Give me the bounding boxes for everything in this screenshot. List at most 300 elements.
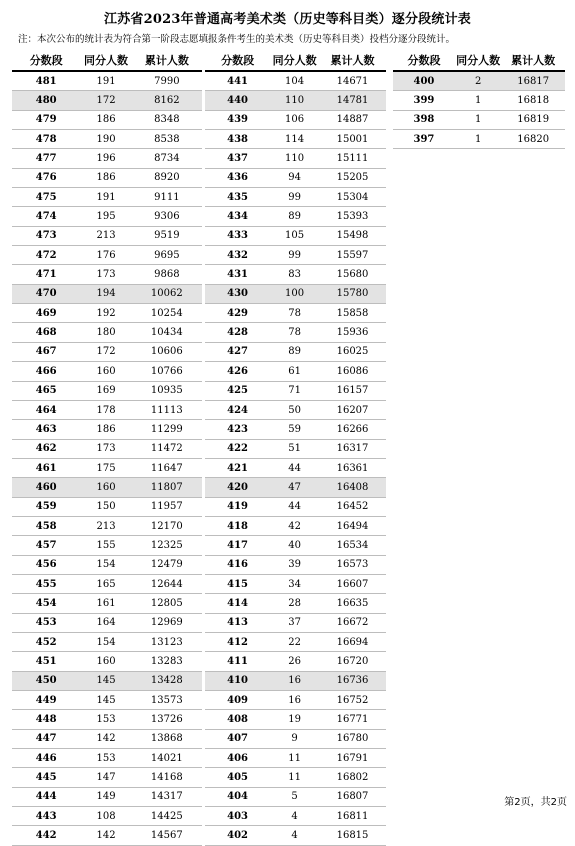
table-row: [12, 768, 202, 787]
table-row: [205, 826, 386, 845]
same-score-count-cell: 104: [285, 75, 305, 87]
table-row: [12, 672, 202, 691]
cumulative-count-cell: 15780: [336, 288, 369, 300]
header-score: 分数段: [29, 54, 63, 67]
score-cell: 425: [227, 385, 249, 397]
table-row: [205, 691, 386, 710]
score-cell: 405: [227, 772, 249, 784]
cumulative-count-cell: 14021: [150, 752, 183, 764]
same-score-count-cell: 28: [288, 597, 301, 609]
table-row: [12, 575, 202, 594]
cumulative-count-cell: 10434: [150, 327, 183, 339]
cumulative-count-cell: 13428: [150, 675, 183, 687]
same-score-count-cell: 71: [288, 385, 301, 397]
cumulative-count-cell: 14781: [336, 95, 369, 107]
score-cell: 460: [35, 481, 57, 493]
score-table-2: [205, 50, 386, 846]
cumulative-count-cell: 15001: [336, 133, 369, 145]
same-score-count-cell: 34: [288, 578, 301, 590]
cumulative-count-cell: 15498: [336, 230, 369, 242]
score-cell: 457: [35, 539, 57, 551]
score-cell: 436: [227, 172, 249, 184]
score-cell: 466: [35, 365, 57, 377]
same-score-count-cell: 99: [288, 191, 301, 203]
score-cell: 433: [227, 230, 249, 242]
score-cell: 439: [227, 114, 249, 126]
cumulative-count-cell: 12170: [150, 520, 183, 532]
same-score-count-cell: 173: [96, 443, 116, 455]
cumulative-count-cell: 11472: [150, 443, 183, 455]
table-row: [205, 749, 386, 768]
score-cell: 434: [227, 211, 249, 223]
table-row: [205, 710, 386, 729]
table-row: [205, 111, 386, 130]
cumulative-count-cell: 16408: [336, 481, 369, 493]
cumulative-count-cell: 16361: [336, 462, 369, 474]
cumulative-count-cell: 15111: [336, 153, 369, 165]
same-score-count-cell: 178: [96, 404, 116, 416]
cumulative-count-cell: 10606: [150, 346, 183, 358]
same-score-count-cell: 78: [288, 327, 301, 339]
table-row: [205, 91, 386, 110]
score-cell: 469: [35, 307, 57, 319]
same-score-count-cell: 191: [96, 191, 116, 203]
table-row: [205, 323, 386, 342]
score-cell: 465: [35, 385, 57, 397]
same-score-count-cell: 4: [291, 830, 298, 842]
score-cell: 458: [35, 520, 57, 532]
table-row: [205, 227, 386, 246]
table-row: [12, 72, 202, 91]
score-cell: 475: [35, 191, 57, 203]
score-cell: 415: [227, 578, 249, 590]
score-cell: 459: [35, 501, 57, 513]
cumulative-count-cell: 14887: [336, 114, 369, 126]
same-score-count-cell: 110: [285, 153, 305, 165]
table-row: [12, 401, 202, 420]
score-cell: 418: [227, 520, 249, 532]
score-cell: 409: [227, 694, 249, 706]
cumulative-count-cell: 8162: [154, 95, 180, 107]
cumulative-count-cell: 15858: [336, 307, 369, 319]
score-cell: 423: [227, 423, 249, 435]
table-row: [205, 246, 386, 265]
table-row: [12, 440, 202, 459]
same-score-count-cell: 165: [96, 578, 116, 590]
score-cell: 441: [227, 75, 249, 87]
same-score-count-cell: 100: [285, 288, 305, 300]
cumulative-count-cell: 16819: [517, 114, 550, 126]
cumulative-count-cell: 16607: [336, 578, 369, 590]
score-cell: 442: [35, 830, 57, 842]
cumulative-count-cell: 12325: [150, 539, 183, 551]
table-row: [205, 362, 386, 381]
cumulative-count-cell: 16635: [336, 597, 369, 609]
cumulative-count-cell: 11299: [150, 423, 183, 435]
header-cumulative-count: 累计人数: [330, 54, 375, 67]
same-score-count-cell: 105: [285, 230, 305, 242]
cumulative-count-cell: 10766: [150, 365, 183, 377]
same-score-count-cell: 108: [96, 810, 116, 822]
score-cell: 398: [413, 114, 435, 126]
same-score-count-cell: 61: [288, 365, 301, 377]
cumulative-count-cell: 13868: [150, 733, 183, 745]
table-row: [12, 188, 202, 207]
table-row: [205, 594, 386, 613]
table-row: [12, 343, 202, 362]
score-cell: 470: [35, 288, 57, 300]
same-score-count-cell: 180: [96, 327, 116, 339]
cumulative-count-cell: 13123: [150, 636, 183, 648]
score-cell: 444: [35, 791, 57, 803]
score-cell: 417: [227, 539, 249, 551]
table-row: [393, 91, 565, 110]
table-row: [12, 91, 202, 110]
table-row: [205, 72, 386, 91]
page-title: 江苏省2023年普通高考美术类（历史等科目类）逐分段统计表: [104, 12, 471, 27]
table-row: [205, 614, 386, 633]
cumulative-count-cell: 16736: [336, 675, 369, 687]
same-score-count-cell: 44: [288, 501, 301, 513]
table-row: [12, 459, 202, 478]
cumulative-count-cell: 9306: [154, 211, 180, 223]
table-row: [12, 478, 202, 497]
cumulative-count-cell: 11647: [150, 462, 183, 474]
same-score-count-cell: 1: [474, 114, 482, 126]
same-score-count-cell: 26: [288, 655, 301, 667]
same-score-count-cell: 175: [96, 462, 116, 474]
same-score-count-cell: 194: [96, 288, 116, 300]
same-score-count-cell: 172: [96, 346, 116, 358]
cumulative-count-cell: 15597: [336, 249, 369, 261]
score-cell: 412: [227, 636, 249, 648]
same-score-count-cell: 169: [96, 385, 116, 397]
score-cell: 399: [413, 95, 435, 107]
cumulative-count-cell: 16752: [336, 694, 369, 706]
same-score-count-cell: 150: [96, 501, 116, 513]
score-cell: 453: [35, 617, 57, 629]
score-cell: 448: [35, 714, 57, 726]
table-row: [205, 459, 386, 478]
header-score: 分数段: [221, 54, 255, 67]
cumulative-count-cell: 10062: [150, 288, 183, 300]
cumulative-count-cell: 16780: [336, 733, 369, 745]
cumulative-count-cell: 15936: [336, 327, 369, 339]
cumulative-count-cell: 9695: [154, 249, 180, 261]
same-score-count-cell: 39: [288, 559, 301, 571]
cumulative-count-cell: 16452: [336, 501, 369, 513]
score-cell: 413: [227, 617, 249, 629]
table-row: [205, 265, 386, 284]
cumulative-count-cell: 10935: [150, 385, 183, 397]
same-score-count-cell: 186: [96, 114, 116, 126]
cumulative-count-cell: 16820: [517, 133, 550, 145]
score-cell: 474: [35, 211, 57, 223]
table-row: [12, 207, 202, 226]
score-cell: 449: [35, 694, 57, 706]
table-row: [12, 227, 202, 246]
table-row: [12, 517, 202, 536]
same-score-count-cell: 145: [96, 694, 116, 706]
score-cell: 416: [227, 559, 249, 571]
score-cell: 447: [35, 733, 57, 745]
score-cell: 411: [227, 655, 249, 667]
same-score-count-cell: 89: [288, 211, 301, 223]
cumulative-count-cell: 11807: [150, 481, 183, 493]
cumulative-count-cell: 11113: [150, 404, 183, 416]
score-cell: 404: [227, 791, 249, 803]
same-score-count-cell: 153: [96, 714, 116, 726]
score-cell: 472: [35, 249, 57, 261]
score-cell: 454: [35, 597, 57, 609]
score-cell: 420: [227, 481, 249, 493]
header-same-score-count: 同分人数: [456, 54, 501, 67]
cumulative-count-cell: 16802: [336, 772, 369, 784]
table-row: [12, 807, 202, 826]
cumulative-count-cell: 16811: [336, 810, 369, 822]
score-cell: 471: [35, 269, 57, 281]
cumulative-count-cell: 16157: [336, 385, 369, 397]
same-score-count-cell: 213: [96, 520, 116, 532]
score-cell: 424: [227, 404, 249, 416]
same-score-count-cell: 153: [96, 752, 116, 764]
table-row: [205, 556, 386, 575]
same-score-count-cell: 22: [288, 636, 301, 648]
page-footer: 第2页，共2页: [504, 797, 567, 808]
score-cell: 440: [227, 95, 249, 107]
table-row: [12, 130, 202, 149]
cumulative-count-cell: 12479: [150, 559, 183, 571]
same-score-count-cell: 78: [288, 307, 301, 319]
table-row: [12, 633, 202, 652]
same-score-count-cell: 191: [96, 75, 116, 87]
score-cell: 430: [227, 288, 249, 300]
same-score-count-cell: 42: [288, 520, 301, 532]
same-score-count-cell: 51: [288, 443, 301, 455]
score-cell: 414: [227, 597, 249, 609]
score-cell: 455: [35, 578, 57, 590]
cumulative-count-cell: 13573: [150, 694, 183, 706]
table-row: [205, 807, 386, 826]
header-score: 分数段: [407, 54, 441, 67]
table-row: [12, 826, 202, 845]
table-row: [205, 633, 386, 652]
score-cell: 463: [35, 423, 57, 435]
table-row: [205, 788, 386, 807]
table-row: [205, 498, 386, 517]
score-cell: 403: [227, 810, 249, 822]
table-row: [205, 575, 386, 594]
cumulative-count-cell: 16815: [336, 830, 369, 842]
cumulative-count-cell: 15680: [336, 269, 369, 281]
score-cell: 477: [35, 153, 57, 165]
cumulative-count-cell: 9111: [154, 191, 180, 203]
same-score-count-cell: 99: [288, 249, 301, 261]
same-score-count-cell: 4: [291, 810, 298, 822]
cumulative-count-cell: 15304: [336, 191, 369, 203]
table-row: [393, 130, 565, 149]
same-score-count-cell: 44: [288, 462, 301, 474]
table-row: [12, 265, 202, 284]
cumulative-count-cell: 16791: [336, 752, 369, 764]
score-cell: 443: [35, 810, 57, 822]
same-score-count-cell: 160: [96, 655, 116, 667]
table-row: [12, 749, 202, 768]
same-score-count-cell: 9: [291, 733, 298, 745]
same-score-count-cell: 2: [474, 75, 482, 87]
cumulative-count-cell: 16025: [336, 346, 369, 358]
cumulative-count-cell: 15393: [336, 211, 369, 223]
score-cell: 461: [35, 462, 57, 474]
cumulative-count-cell: 8348: [154, 114, 180, 126]
table-row: [12, 362, 202, 381]
table-row: [205, 420, 386, 439]
table-row: [12, 556, 202, 575]
table-row: [205, 149, 386, 168]
score-cell: 479: [35, 114, 57, 126]
same-score-count-cell: 89: [288, 346, 301, 358]
cumulative-count-cell: 7990: [154, 75, 180, 87]
table-row: [205, 517, 386, 536]
table-row: [12, 710, 202, 729]
table-row: [205, 652, 386, 671]
cumulative-count-cell: 9868: [154, 269, 180, 281]
same-score-count-cell: 37: [288, 617, 301, 629]
table-header: [393, 50, 565, 72]
score-cell: 435: [227, 191, 249, 203]
score-cell: 480: [35, 95, 57, 107]
table-row: [12, 614, 202, 633]
table-header: [12, 50, 202, 72]
same-score-count-cell: 196: [96, 153, 116, 165]
same-score-count-cell: 149: [96, 791, 116, 803]
table-row: [12, 149, 202, 168]
cumulative-count-cell: 15205: [336, 172, 369, 184]
table-row: [205, 478, 386, 497]
same-score-count-cell: 160: [96, 481, 116, 493]
cumulative-count-cell: 16818: [517, 95, 550, 107]
cumulative-count-cell: 16672: [336, 617, 369, 629]
table-row: [12, 169, 202, 188]
score-cell: 481: [35, 75, 57, 87]
same-score-count-cell: 19: [288, 714, 301, 726]
same-score-count-cell: 59: [288, 423, 301, 435]
score-cell: 407: [227, 733, 249, 745]
cumulative-count-cell: 16207: [336, 404, 369, 416]
table-row: [12, 788, 202, 807]
table-row: [205, 188, 386, 207]
score-cell: 400: [413, 75, 435, 87]
same-score-count-cell: 94: [288, 172, 301, 184]
score-cell: 397: [413, 133, 435, 145]
header-same-score-count: 同分人数: [272, 54, 317, 67]
table-row: [205, 382, 386, 401]
table-row: [12, 536, 202, 555]
same-score-count-cell: 16: [288, 694, 301, 706]
score-cell: 478: [35, 133, 57, 145]
cumulative-count-cell: 13726: [150, 714, 183, 726]
header-cumulative-count: 累计人数: [511, 54, 556, 67]
score-cell: 468: [35, 327, 57, 339]
cumulative-count-cell: 13283: [150, 655, 183, 667]
score-cell: 429: [227, 307, 249, 319]
same-score-count-cell: 164: [96, 617, 116, 629]
table-row: [12, 111, 202, 130]
same-score-count-cell: 1: [474, 95, 482, 107]
header-cumulative-count: 累计人数: [144, 54, 189, 67]
table-row: [393, 111, 565, 130]
cumulative-count-cell: 14168: [150, 772, 183, 784]
same-score-count-cell: 11: [288, 752, 301, 764]
cumulative-count-cell: 16694: [336, 636, 369, 648]
score-cell: 467: [35, 346, 57, 358]
table-row: [12, 304, 202, 323]
table-row: [393, 72, 565, 91]
score-cell: 406: [227, 752, 249, 764]
cumulative-count-cell: 14425: [150, 810, 183, 822]
cumulative-count-cell: 12644: [150, 578, 183, 590]
table-row: [205, 730, 386, 749]
same-score-count-cell: 176: [96, 249, 116, 261]
same-score-count-cell: 186: [96, 423, 116, 435]
cumulative-count-cell: 10254: [150, 307, 183, 319]
table-row: [205, 343, 386, 362]
same-score-count-cell: 16: [288, 675, 301, 687]
cumulative-count-cell: 16720: [336, 655, 369, 667]
score-cell: 428: [227, 327, 249, 339]
score-cell: 427: [227, 346, 249, 358]
same-score-count-cell: 190: [96, 133, 116, 145]
same-score-count-cell: 47: [288, 481, 301, 493]
header-same-score-count: 同分人数: [84, 54, 129, 67]
table-row: [12, 246, 202, 265]
table-row: [205, 440, 386, 459]
cumulative-count-cell: 8538: [154, 133, 180, 145]
same-score-count-cell: 106: [285, 114, 305, 126]
table-row: [205, 285, 386, 304]
score-cell: 450: [35, 675, 57, 687]
table-row: [205, 768, 386, 787]
cumulative-count-cell: 9519: [154, 230, 180, 242]
same-score-count-cell: 155: [96, 539, 116, 551]
score-cell: 426: [227, 365, 249, 377]
table-row: [205, 401, 386, 420]
cumulative-count-cell: 16807: [336, 791, 369, 803]
same-score-count-cell: 154: [96, 636, 116, 648]
cumulative-count-cell: 8920: [154, 172, 180, 184]
score-cell: 445: [35, 772, 57, 784]
score-cell: 462: [35, 443, 57, 455]
cumulative-count-cell: 11957: [150, 501, 183, 513]
same-score-count-cell: 192: [96, 307, 116, 319]
table-row: [205, 672, 386, 691]
score-table-3: [393, 50, 565, 149]
score-cell: 446: [35, 752, 57, 764]
same-score-count-cell: 142: [96, 830, 116, 842]
cumulative-count-cell: 14671: [336, 75, 369, 87]
cumulative-count-cell: 12969: [150, 617, 183, 629]
score-cell: 421: [227, 462, 249, 474]
score-table-1: [12, 50, 202, 846]
same-score-count-cell: 1: [474, 133, 482, 145]
cumulative-count-cell: 16817: [517, 75, 550, 87]
cumulative-count-cell: 16086: [336, 365, 369, 377]
score-cell: 408: [227, 714, 249, 726]
same-score-count-cell: 186: [96, 172, 116, 184]
score-cell: 476: [35, 172, 57, 184]
same-score-count-cell: 145: [96, 675, 116, 687]
same-score-count-cell: 147: [96, 772, 116, 784]
